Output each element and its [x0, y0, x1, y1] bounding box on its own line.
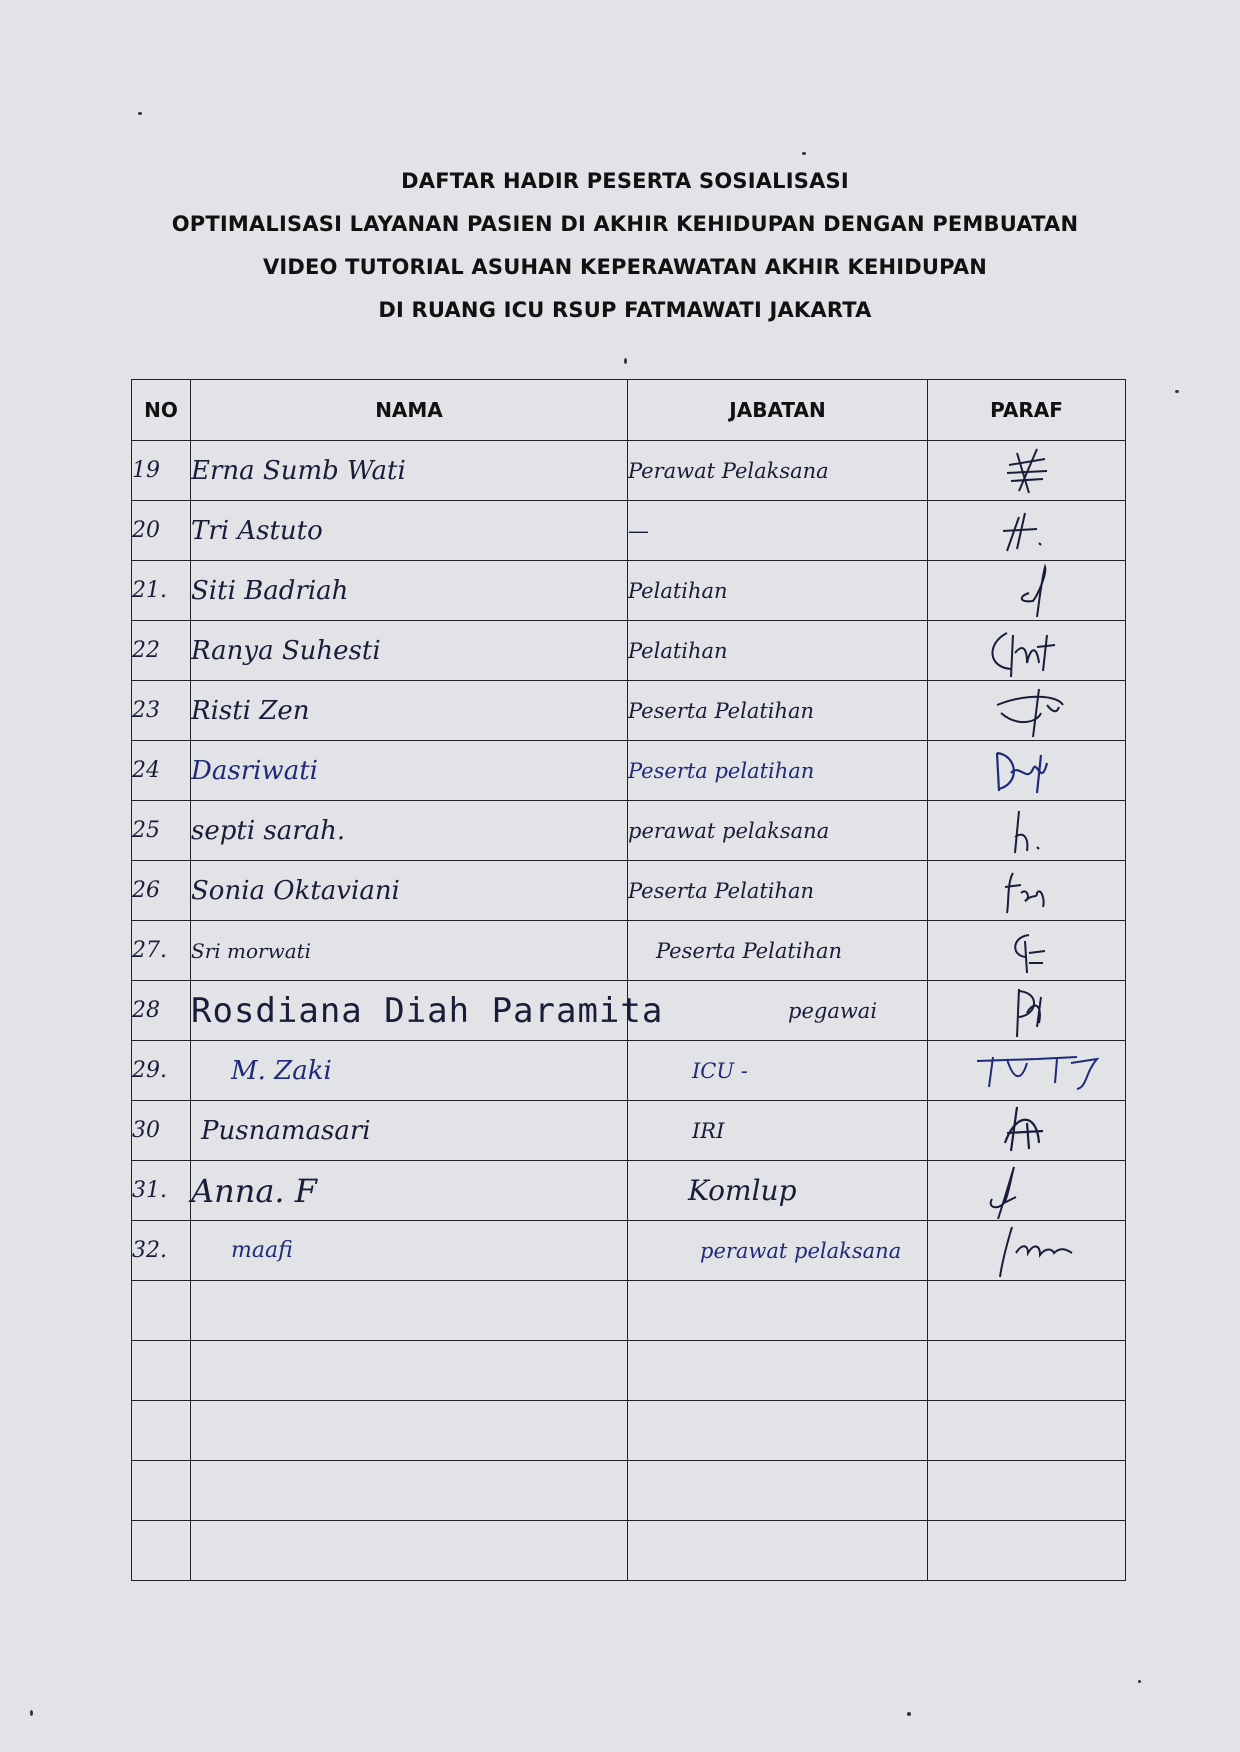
header-nama: NAMA	[191, 380, 628, 441]
row-no: 30	[132, 1101, 191, 1161]
signature	[967, 923, 1087, 979]
scan-speck	[138, 112, 142, 115]
scan-speck	[624, 358, 627, 364]
table-row	[132, 741, 1126, 801]
scan-speck	[30, 1710, 33, 1716]
row-jabatan	[628, 1341, 928, 1401]
row-jabatan: Perawat Pelaksana	[628, 441, 928, 501]
row-paraf	[928, 681, 1126, 741]
table-header-row	[132, 380, 1126, 441]
row-jabatan	[628, 1521, 928, 1581]
signature	[967, 683, 1087, 739]
row-paraf	[928, 1101, 1126, 1161]
row-paraf	[928, 1401, 1126, 1461]
row-paraf	[928, 1221, 1126, 1281]
header-paraf: PARAF	[928, 380, 1126, 441]
row-jabatan: —	[628, 501, 928, 561]
row-paraf	[928, 1341, 1126, 1401]
row-nama: Erna Sumb Wati	[191, 441, 628, 501]
row-nama: Pusnamasari	[191, 1101, 628, 1161]
table-row	[132, 501, 1126, 561]
row-jabatan: Peserta Pelatihan	[628, 861, 928, 921]
row-no: 29.	[132, 1041, 191, 1101]
row-paraf	[928, 561, 1126, 621]
table-row	[132, 621, 1126, 681]
row-paraf	[928, 441, 1126, 501]
row-jabatan	[628, 1401, 928, 1461]
row-no: 27.	[132, 921, 191, 981]
signature	[952, 1163, 1102, 1219]
row-jabatan	[628, 1281, 928, 1341]
row-no	[132, 1401, 191, 1461]
row-nama: maafi	[191, 1221, 628, 1281]
header-jabatan: JABATAN	[628, 380, 928, 441]
row-paraf	[928, 801, 1126, 861]
row-no	[132, 1281, 191, 1341]
title-line-1: DAFTAR HADIR PESERTA SOSIALISASI	[401, 169, 849, 193]
row-jabatan	[628, 1461, 928, 1521]
row-jabatan: Pelatihan	[628, 621, 928, 681]
header-no: NO	[132, 380, 191, 441]
row-nama	[191, 1281, 628, 1341]
attendance-table	[131, 379, 1126, 1581]
row-no: 20	[132, 501, 191, 561]
signature	[967, 983, 1087, 1039]
title-line-2: OPTIMALISASI LAYANAN PASIEN DI AKHIR KEHIDUPAN DENGAN PEMBUATAN	[171, 212, 1079, 236]
row-no: 31.	[132, 1161, 191, 1221]
row-nama	[191, 1521, 628, 1581]
row-jabatan: ICU -	[628, 1041, 928, 1101]
table-row	[132, 1461, 1126, 1521]
row-paraf	[928, 621, 1126, 681]
row-nama: Sonia Oktaviani	[191, 861, 628, 921]
row-nama: Siti Badriah	[191, 561, 628, 621]
row-jabatan: Peserta pelatihan	[628, 741, 928, 801]
title-line-3: VIDEO TUTORIAL ASUHAN KEPERAWATAN AKHIR KEHIDUPAN	[262, 255, 988, 279]
row-nama: Rosdiana Diah Paramita	[191, 981, 628, 1041]
table-row	[132, 561, 1126, 621]
row-no	[132, 1461, 191, 1521]
row-jabatan: IRI	[628, 1101, 928, 1161]
signature	[942, 1223, 1112, 1279]
row-no: 25	[132, 801, 191, 861]
row-no: 22	[132, 621, 191, 681]
row-no: 28	[132, 981, 191, 1041]
signature	[937, 1043, 1117, 1099]
row-paraf	[928, 1461, 1126, 1521]
row-jabatan: Peserta Pelatihan	[628, 921, 928, 981]
signature	[967, 563, 1087, 619]
row-no: 24	[132, 741, 191, 801]
row-paraf	[928, 1041, 1126, 1101]
table-row	[132, 1281, 1126, 1341]
table-row	[132, 921, 1126, 981]
row-nama: Anna. F	[191, 1161, 628, 1221]
signature	[967, 863, 1087, 919]
row-jabatan: Peserta Pelatihan	[628, 681, 928, 741]
row-paraf	[928, 861, 1126, 921]
row-paraf	[928, 501, 1126, 561]
row-nama	[191, 1341, 628, 1401]
row-nama	[191, 1461, 628, 1521]
row-jabatan: perawat pelaksana	[628, 1221, 928, 1281]
signature	[967, 803, 1087, 859]
row-nama: Ranya Suhesti	[191, 621, 628, 681]
table-row	[132, 681, 1126, 741]
row-nama: M. Zaki	[191, 1041, 628, 1101]
table-row	[132, 441, 1126, 501]
document-title	[100, 160, 1150, 332]
row-nama: Dasriwati	[191, 741, 628, 801]
row-nama: Sri morwati	[191, 921, 628, 981]
row-jabatan: Komlup	[628, 1161, 928, 1221]
table-row	[132, 1401, 1126, 1461]
scan-speck	[802, 152, 806, 155]
row-no: 19	[132, 441, 191, 501]
table-row	[132, 1221, 1126, 1281]
row-no	[132, 1341, 191, 1401]
row-no: 32.	[132, 1221, 191, 1281]
row-no: 21.	[132, 561, 191, 621]
row-paraf	[928, 981, 1126, 1041]
row-paraf	[928, 921, 1126, 981]
row-paraf	[928, 1521, 1126, 1581]
title-line-4: DI RUANG ICU RSUP FATMAWATI JAKARTA	[378, 298, 872, 322]
row-nama: Risti Zen	[191, 681, 628, 741]
row-no	[132, 1521, 191, 1581]
signature	[967, 623, 1087, 679]
table-row	[132, 1041, 1126, 1101]
row-jabatan: perawat pelaksana	[628, 801, 928, 861]
row-nama: Tri Astuto	[191, 501, 628, 561]
table-row	[132, 1341, 1126, 1401]
table-row	[132, 1101, 1126, 1161]
table-row	[132, 801, 1126, 861]
signature	[967, 1103, 1087, 1159]
row-no: 23	[132, 681, 191, 741]
table-row	[132, 861, 1126, 921]
row-paraf	[928, 1281, 1126, 1341]
row-nama: septi sarah.	[191, 801, 628, 861]
row-paraf	[928, 741, 1126, 801]
row-nama	[191, 1401, 628, 1461]
row-jabatan: Pelatihan	[628, 561, 928, 621]
scan-speck	[907, 1712, 911, 1716]
scan-speck	[1138, 1680, 1141, 1683]
scan-speck	[1175, 390, 1179, 393]
row-no: 26	[132, 861, 191, 921]
signature	[967, 443, 1087, 499]
table-row	[132, 1161, 1126, 1221]
row-jabatan: pegawai	[628, 981, 928, 1041]
signature	[967, 743, 1087, 799]
table-row	[132, 981, 1126, 1041]
signature	[967, 503, 1087, 559]
row-paraf	[928, 1161, 1126, 1221]
table-row	[132, 1521, 1126, 1581]
